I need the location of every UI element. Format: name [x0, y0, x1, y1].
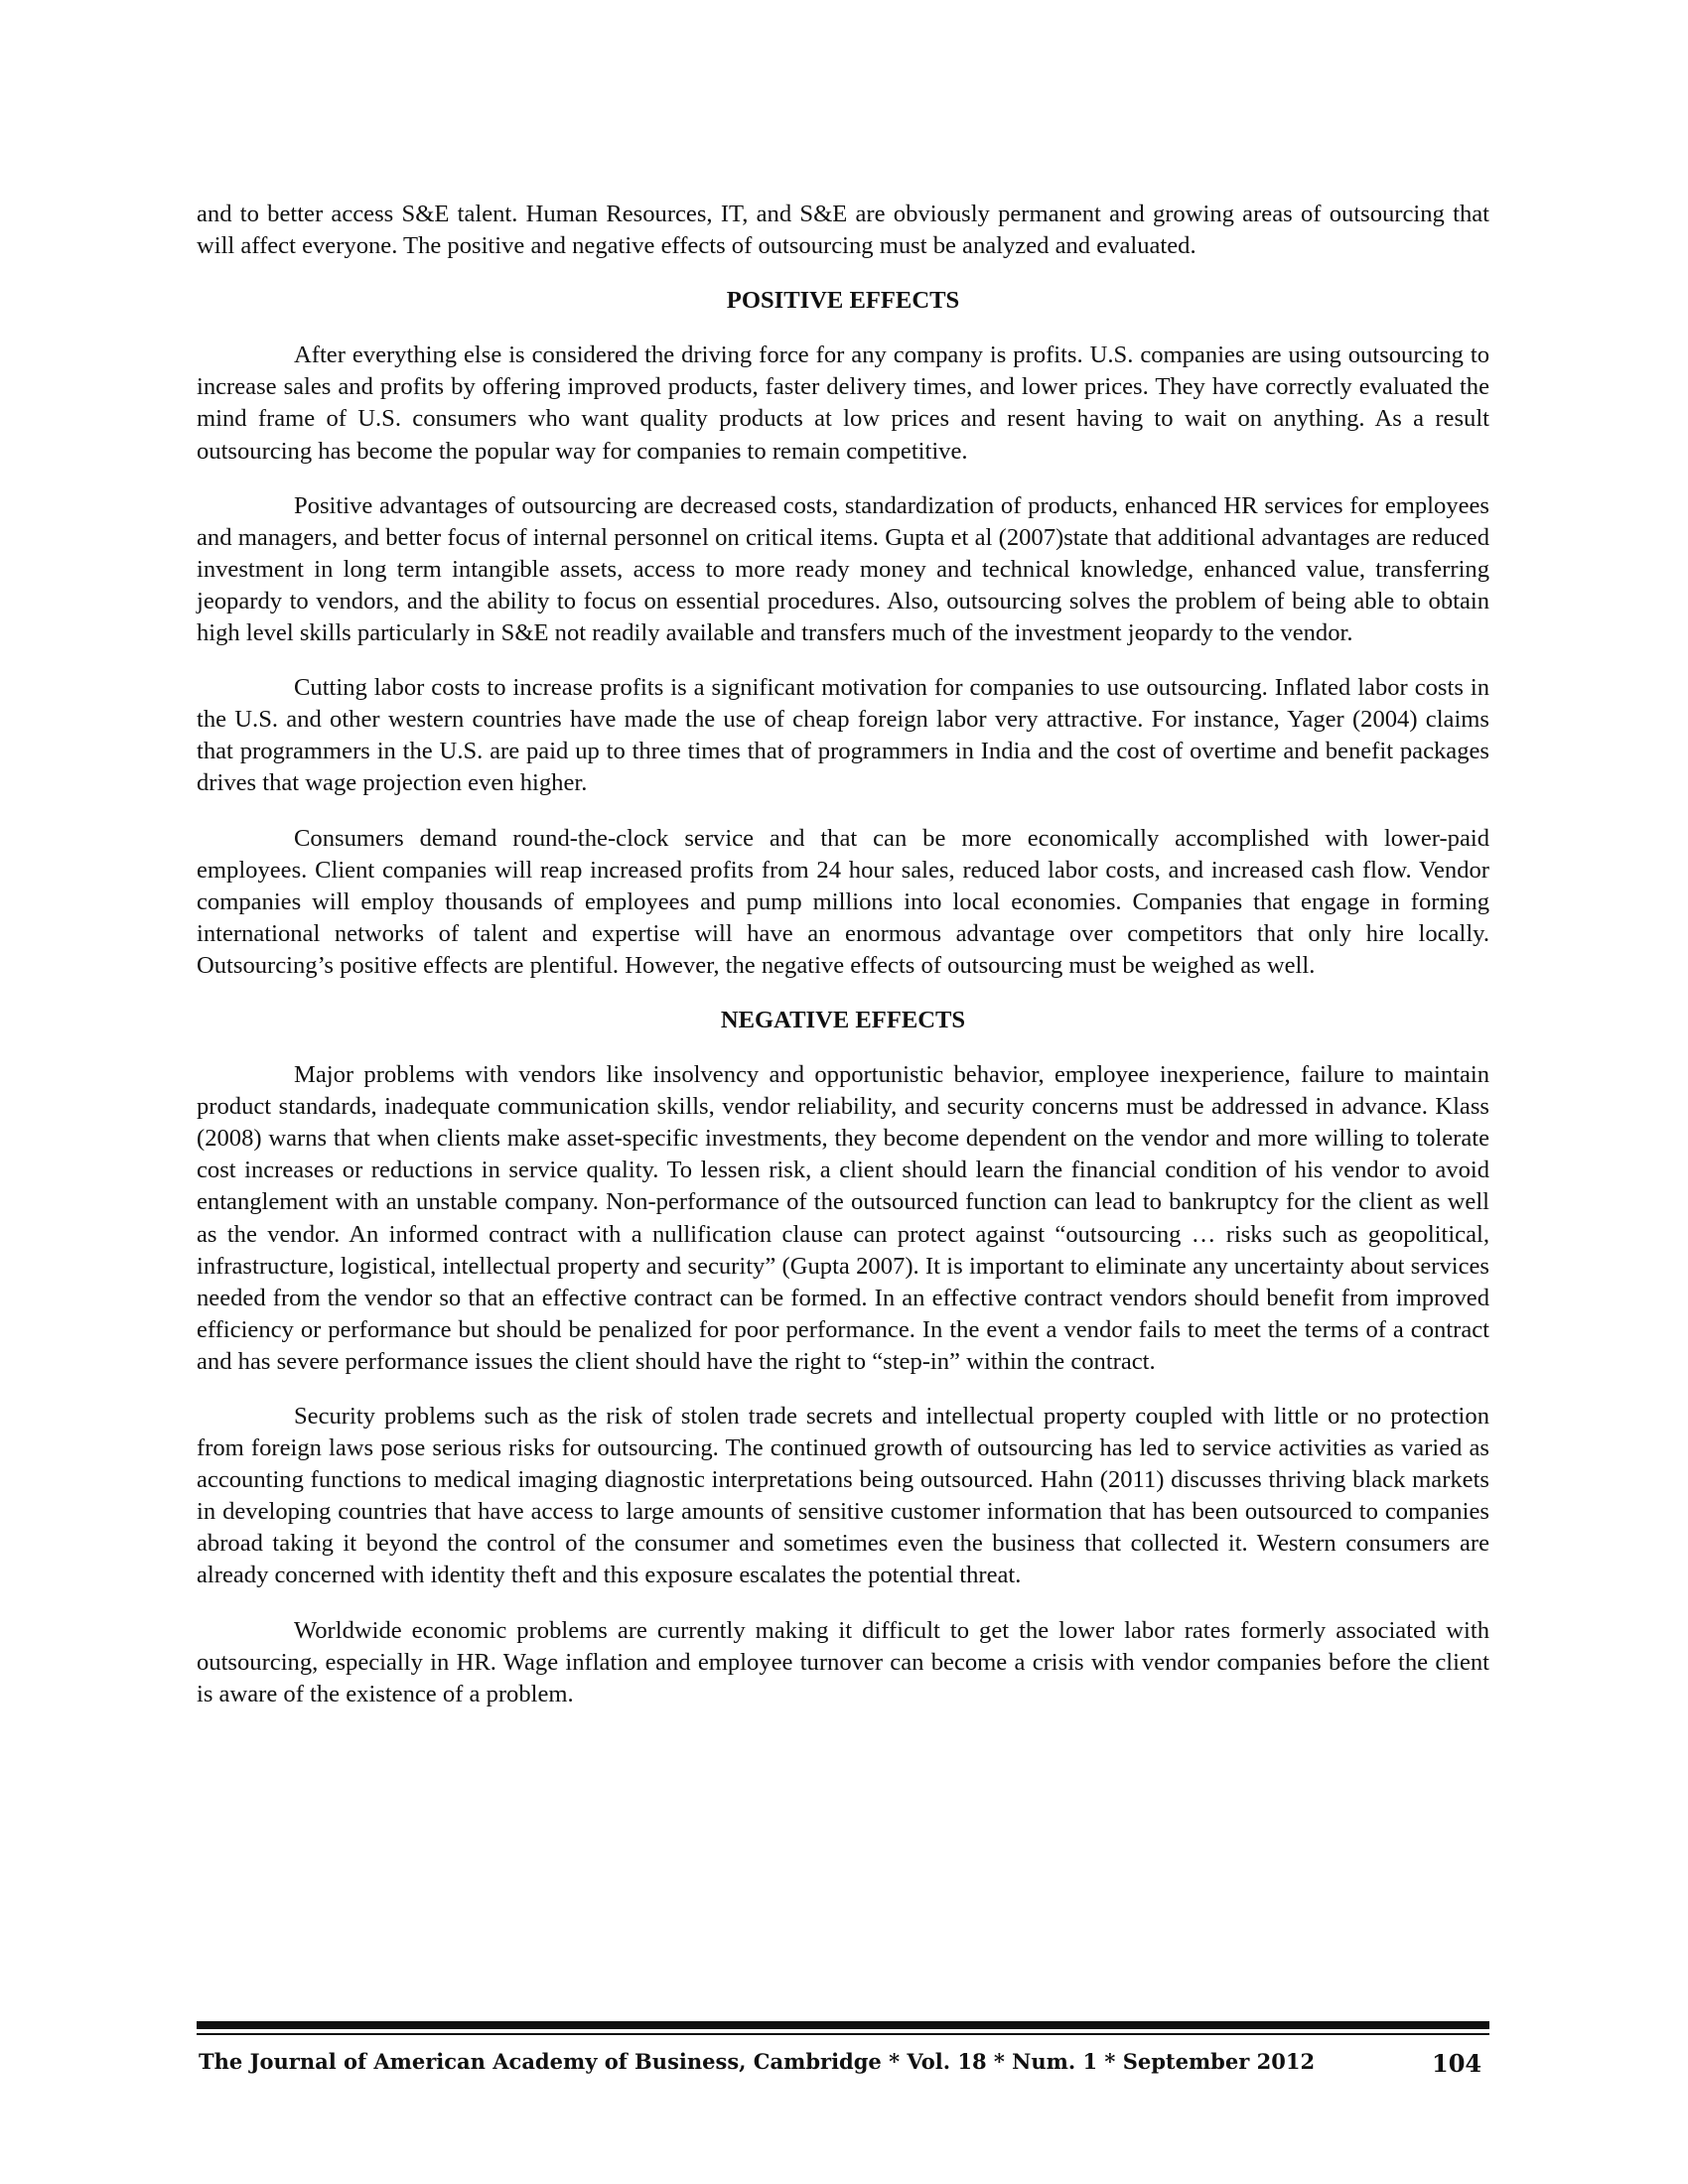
- negative-paragraph-2: Security problems such as the risk of stolen trade secrets and intellectual property coupled with little or no protection from foreign laws pose serious risks for outsourcing. The continued growth of outsourcing has led to service activities as varied as accounting functions to medical imaging diagnostic interpretations being outsourced. Hahn (2011) discusses thriving black markets in developing countries that have access to large amounts of sensitive customer information that has been outsourced to companies abroad taking it beyond the control of the consumer and sometimes even the business that collected it. Western consumers are already concerned with identity theft and this exposure escalates the potential threat.: [197, 1403, 1489, 1589]
- body-text: [197, 199, 1489, 1733]
- positive-paragraph-4: Consumers demand round-the-clock service and that can be more economically accomplished with lower-paid employees. Client companies will reap increased profits from 24 hour sales, reduced labor costs, and increased cash flow. Vendor companies will employ thousands of employees and pump millions into local economies. Companies that engage in forming international networks of talent and expertise will have an enormous advantage over competitors that only hire locally. Outsourcing’s positive effects are plentiful. However, the negative effects of outsourcing must be weighed as well.: [197, 824, 1489, 979]
- negative-effects-heading: NEGATIVE EFFECTS: [720, 1006, 966, 1033]
- page-number: 104: [1432, 2049, 1482, 2078]
- positive-effects-heading: POSITIVE EFFECTS: [726, 287, 960, 315]
- footer-rule-thin: [197, 2033, 1489, 2035]
- positive-paragraph-2: Positive advantages of outsourcing are decreased costs, standardization of products, enhanced HR services for employees and managers, and better focus of internal personnel on critical items. Gupta et al (2007)state that additional advantages are reduced investment in long term intangible assets, access to more ready money and technical knowledge, enhanced value, transferring jeopardy to vendors, and the ability to focus on essential procedures. Also, outsourcing solves the problem of being able to obtain high level skills particularly in S&E not readily available and transfers much of the investment jeopardy to the vendor.: [197, 491, 1489, 647]
- intro-paragraph: and to better access S&E talent. Human Resources, IT, and S&E are obviously permanent and growing areas of outsourcing that will affect everyone. The positive and negative effects of outsourcing must be analyzed and evaluated.: [197, 201, 1489, 260]
- positive-paragraph-3: Cutting labor costs to increase profits is a significant motivation for companies to use outsourcing. Inflated labor costs in the U.S. and other western countries have made the use of cheap foreign labor very attractive. For instance, Yager (2004) claims that programmers in the U.S. are paid up to three times that of programmers in India and the cost of overtime and benefit packages drives that wage projection even higher.: [197, 674, 1489, 797]
- page-footer: [199, 2049, 1489, 2085]
- negative-paragraph-1: Major problems with vendors like insolvency and opportunistic behavior, employee inexperience, failure to maintain product standards, inadequate communication skills, vendor reliability, and security concerns must be addressed in advance. Klass (2008) warns that when clients make asset-specific investments, they become dependent on the vendor and more willing to tolerate cost increases or reductions in service quality. To lessen risk, a client should learn the financial condition of his vendor to avoid entanglement with an unstable company. Non-performance of the outsourced function can lead to bankruptcy for the client as well as the vendor. An informed contract with a nullification clause can protect against “outsourcing … risks such as geopolitical, infrastructure, logistical, intellectual property and security” (Gupta 2007). It is important to eliminate any uncertainty about services needed from the vendor so that an effective contract can be formed. In an effective contract vendors should benefit from improved efficiency or performance but should be penalized for poor performance. In the event a vendor fails to meet the terms of a contract and has severe performance issues the client should have the right to “step-in” within the contract.: [197, 1061, 1489, 1375]
- positive-paragraph-1: After everything else is considered the driving force for any company is profits. U.S. companies are using outsourcing to increase sales and profits by offering improved products, faster delivery times, and lower prices. They have correctly evaluated the mind frame of U.S. consumers who want quality products at low prices and resent having to wait on anything. As a result outsourcing has become the popular way for companies to remain competitive.: [197, 341, 1489, 465]
- footer-rule-thick: [197, 2021, 1489, 2029]
- negative-paragraph-3: Worldwide economic problems are currently making it difficult to get the lower labor rates formerly associated with outsourcing, especially in HR. Wage inflation and employee turnover can become a crisis with vendor companies before the client is aware of the existence of a problem.: [197, 1616, 1489, 1707]
- journal-citation: The Journal of American Academy of Business, Cambridge * Vol. 18 * Num. 1 * September 2012: [199, 2049, 1316, 2074]
